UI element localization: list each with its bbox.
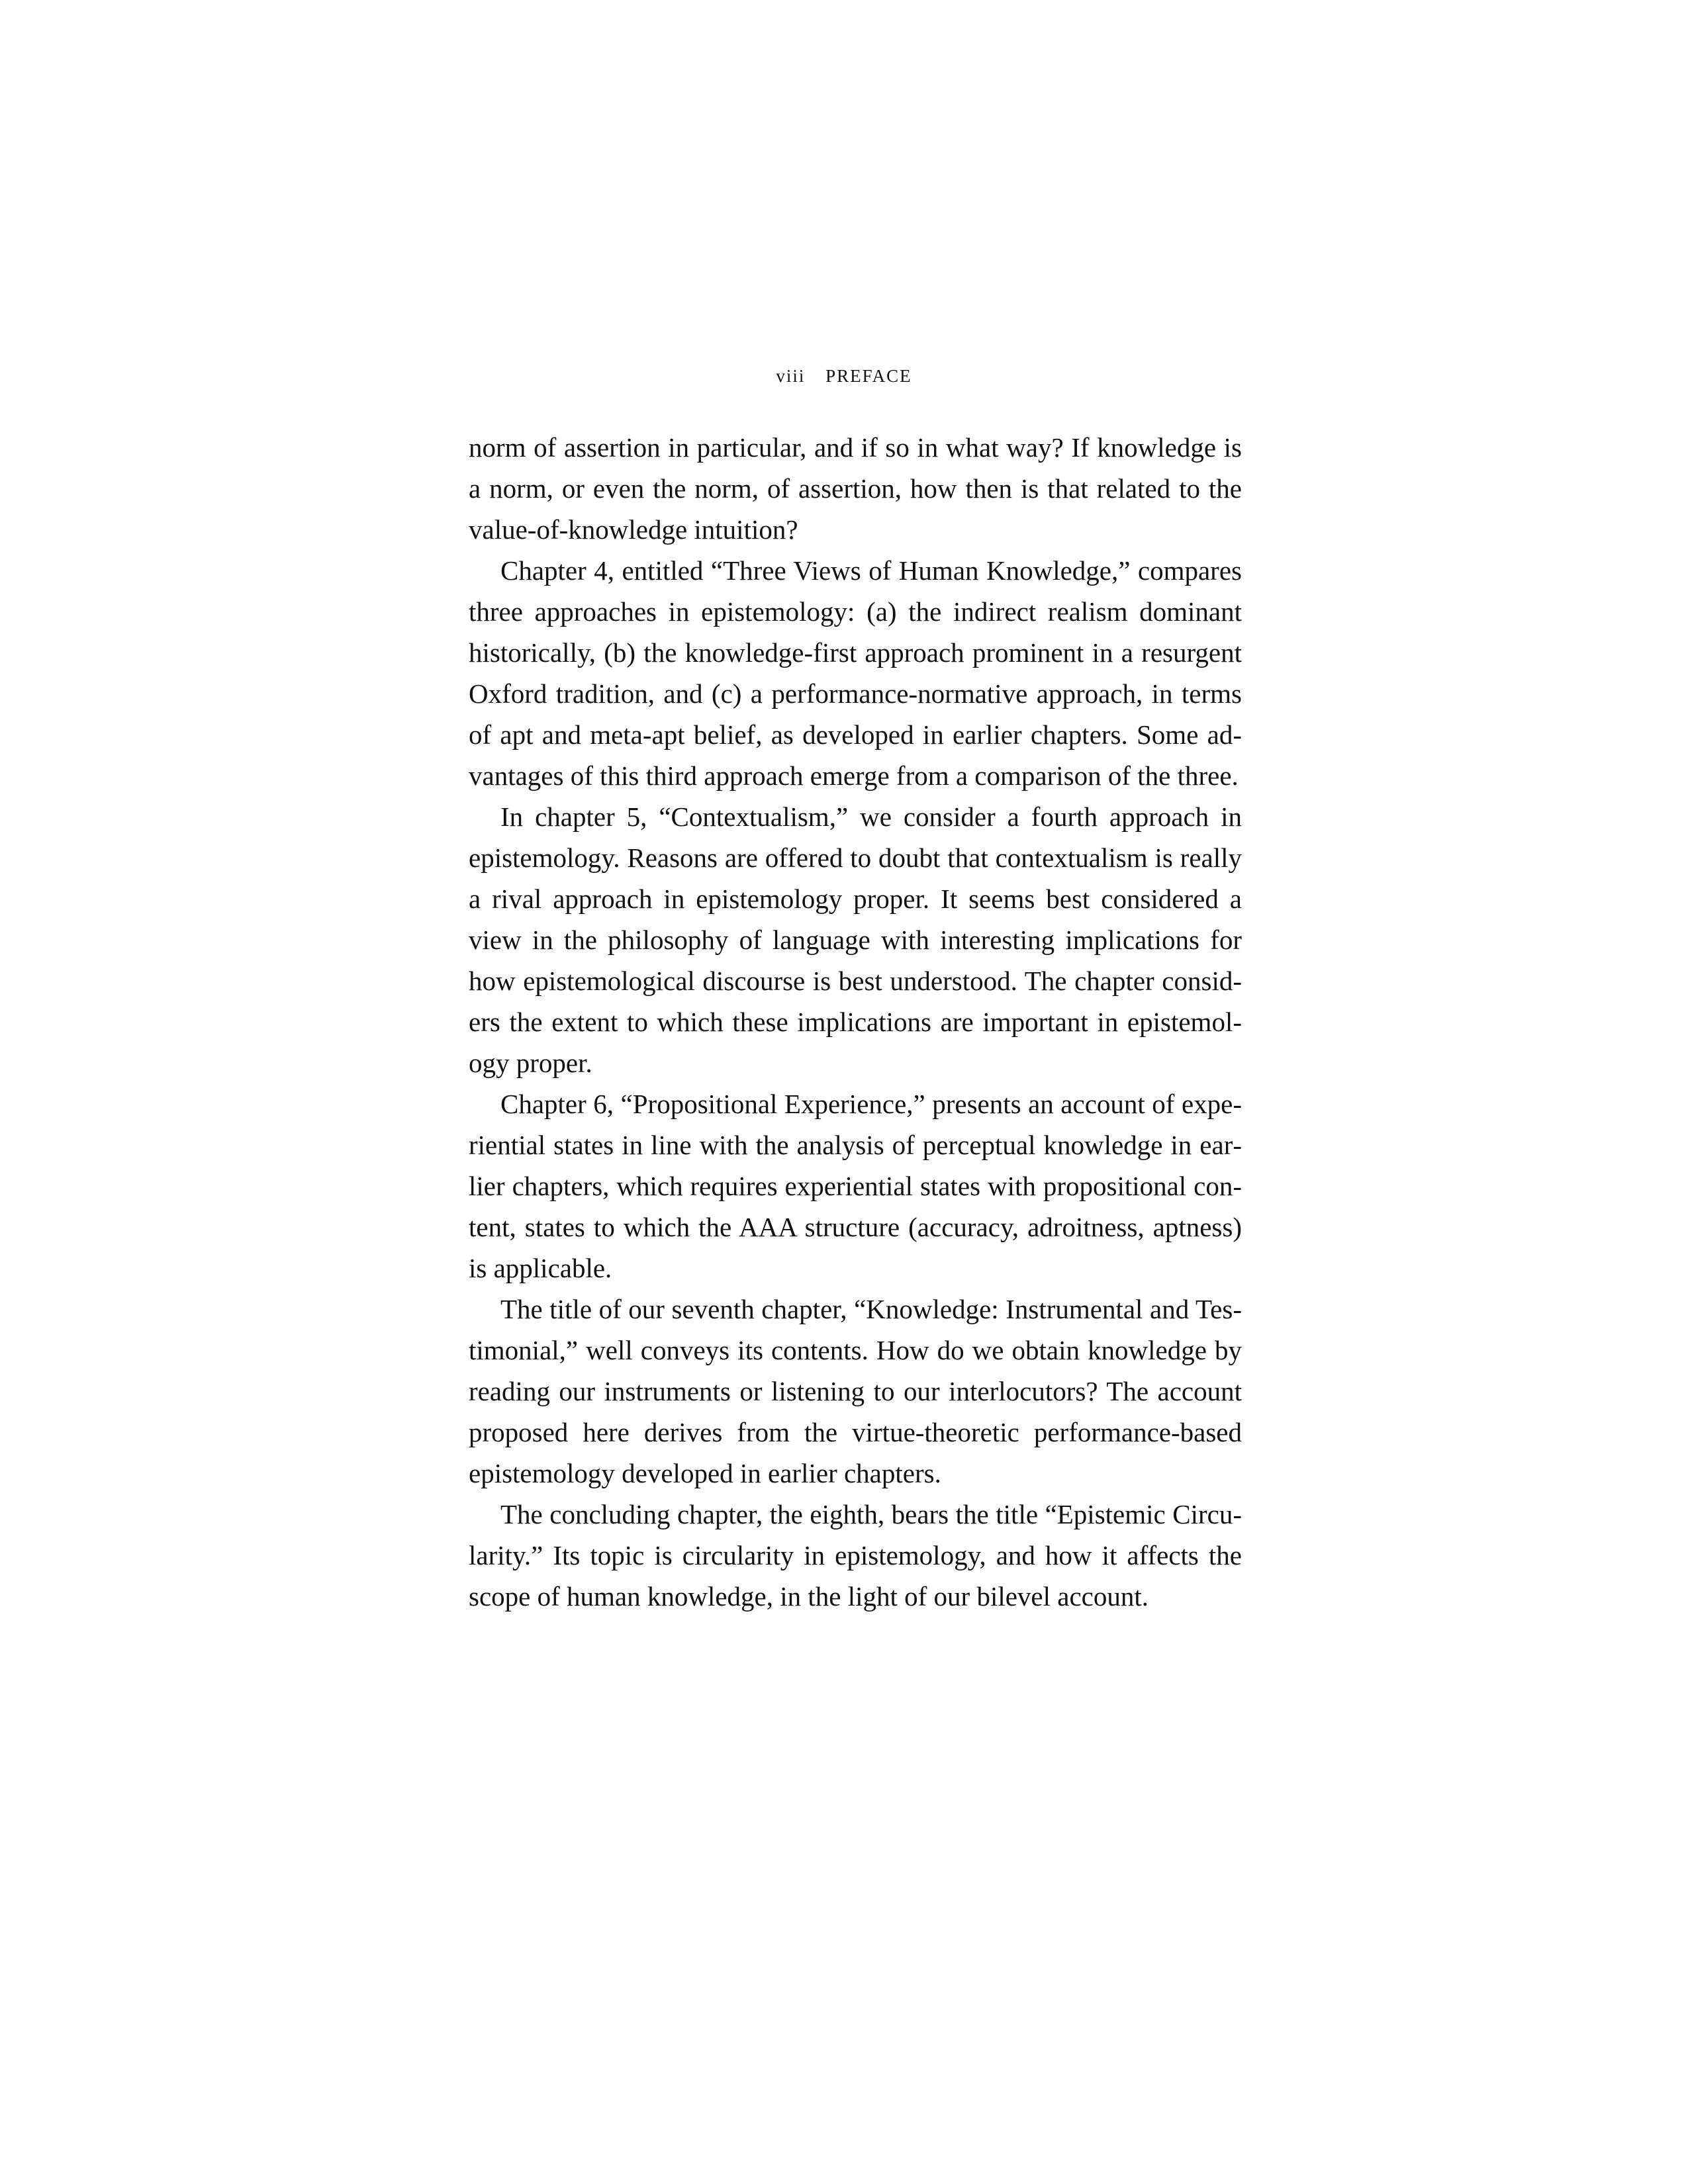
paragraph-chapter-7: The title of our seventh chapter, “Knowledge: Instrumental and Testimonial,” well conveys its contents. How do we obtain knowledge by reading our instruments or listening to our interlocutors? The account proposed here derives from the virtue-theoretic performance-based epistemology developed in earlier chapters. [469,1294,1242,1488]
page-number: viii [776,366,806,386]
paragraph-chapter-6: Chapter 6, “Propositional Experience,” presents an account of experiential states in line with the analysis of perceptual knowledge in earlier chapters, which requires experiential states with propositional content, states to which the AAA structure (accuracy, adroitness, aptness) is applicable. [469,1089,1242,1283]
running-title: PREFACE [825,366,912,386]
paragraph-chapter-8: The concluding chapter, the eighth, bears the title “Epistemic Circularity.” Its topic is circularity in epistemology, and how it affects the scope of human knowledge, in the light of our bilevel account. [469,1499,1242,1612]
body-text [469,427,1242,1617]
paragraph-continued: norm of assertion in particular, and if so in what way? If knowledge is a norm, or even the norm, of assertion, how then is that related to the value-of-knowledge intuition? [469,432,1242,545]
running-head [0,363,1688,389]
paragraph-chapter-4: Chapter 4, entitled “Three Views of Human Knowledge,” compares three approaches in epistemology: (a) the indirect realism dominant historically, (b) the knowledge-first approach prominent in a resurgent Oxford tradition, and (c) a performance-normative approach, in terms of apt and meta-apt belief, as developed in earlier chapters. Some advantages of this third approach emerge from a comparison of the three. [469,555,1242,791]
paragraph-chapter-5: In chapter 5, “Contextualism,” we consider a fourth approach in epistemology. Reasons are offered to doubt that contextualism is really a rival approach in epistemology proper. It seems best considered a view in the philosophy of language with interesting implications for how epistemological discourse is best understood. The chapter considers the extent to which these implications are important in epistemology proper. [469,801,1242,1078]
